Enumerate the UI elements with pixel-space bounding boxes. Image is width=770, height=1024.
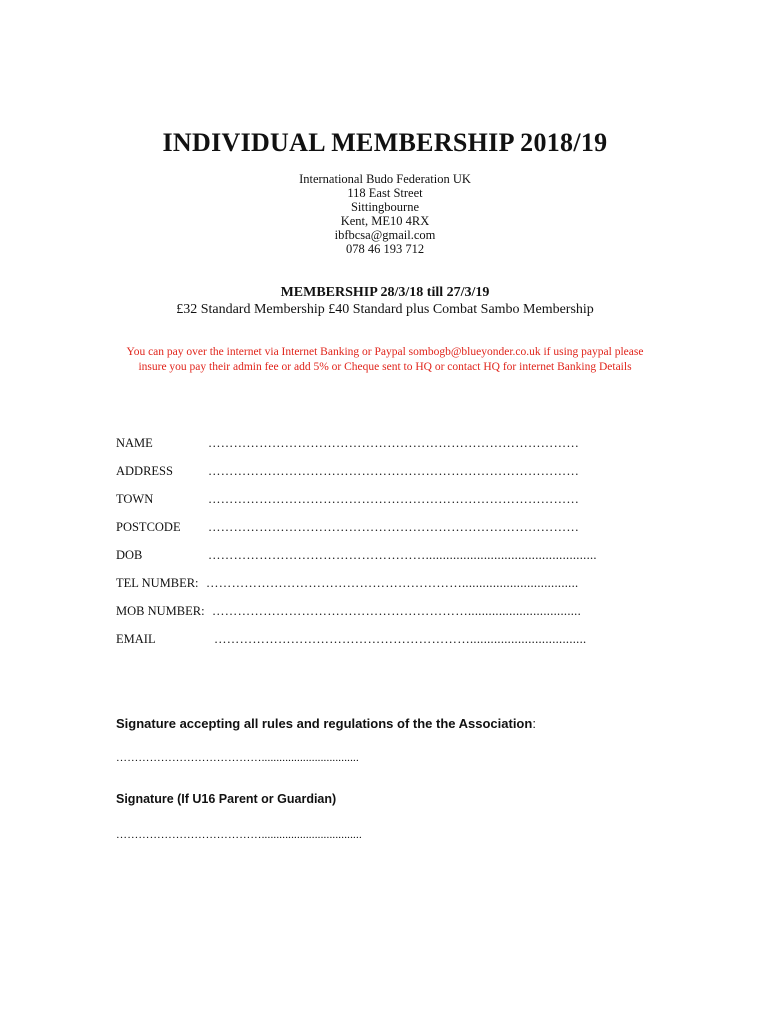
town-dotted-line[interactable]: …………………………………………………………………………… [208,492,580,506]
tel-number-dotted-line[interactable]: …………………………………………………….................................. [206,576,579,590]
organisation-town: Sittingbourne [350,200,420,214]
form-title: INDIVIDUAL MEMBERSHIP 2018/19 [162,128,608,157]
organisation-address [0,172,770,256]
organisation-county-postcode: Kent, ME10 4RX [340,214,430,228]
mob-number-field[interactable] [116,604,582,619]
signature-line[interactable]: …………………………………................................. [116,752,359,764]
email-field[interactable] [116,632,587,647]
postcode-dotted-line[interactable]: …………………………………………………………………………… [208,520,580,534]
name-dotted-line[interactable]: …………………………………………………………………………… [208,436,580,450]
postcode-field[interactable] [116,520,580,535]
postcode-label: POSTCODE [116,520,181,534]
tel-number-label: TEL NUMBER: [116,576,199,590]
dob-dotted-line[interactable]: …………………………………………….................................................. [208,548,597,562]
membership-period: MEMBERSHIP 28/3/18 till 27/3/19 [280,285,490,300]
address-dotted-line[interactable]: …………………………………………………………………………… [208,464,580,478]
signature-label-colon: : [532,716,536,731]
organisation-name: International Budo Federation UK [299,172,471,186]
town-label: TOWN [116,492,154,506]
dob-field[interactable] [116,548,597,563]
name-label: NAME [116,436,153,450]
address-field[interactable] [116,464,580,479]
organisation-phone: 078 46 193 712 [345,242,425,256]
town-field[interactable] [116,492,580,507]
guardian-signature-label: Signature (If U16 Parent or Guardian) [116,792,337,806]
dob-label: DOB [116,548,143,562]
organisation-street: 118 East Street [347,186,423,200]
email-dotted-line[interactable]: …………………………………………………….................................. [214,632,587,646]
organisation-email: ibfbcsa@gmail.com [334,228,436,242]
name-field[interactable] [116,436,580,451]
membership-prices: £32 Standard Membership £40 Standard plus Combat Sambo Membership [176,302,594,317]
email-label: EMAIL [116,632,156,646]
mob-number-label: MOB NUMBER: [116,604,205,618]
payment-note: You can pay over the internet via Internet Banking or Paypal sombogb@blueyonder.co.uk if using paypal please insure you pay their admin fee or add 5% or Cheque sent to HQ or contact HQ for internet Banking Details [126,346,644,373]
address-label: ADDRESS [116,464,173,478]
signature-label [116,716,536,731]
tel-number-field[interactable] [116,576,579,591]
mob-number-dotted-line[interactable]: ……………………………………………………................................. [212,604,582,618]
guardian-signature-line[interactable]: ………………………………….................................. [116,829,362,841]
signature-label-text: Signature accepting all rules and regulations of the the Association [116,716,533,731]
